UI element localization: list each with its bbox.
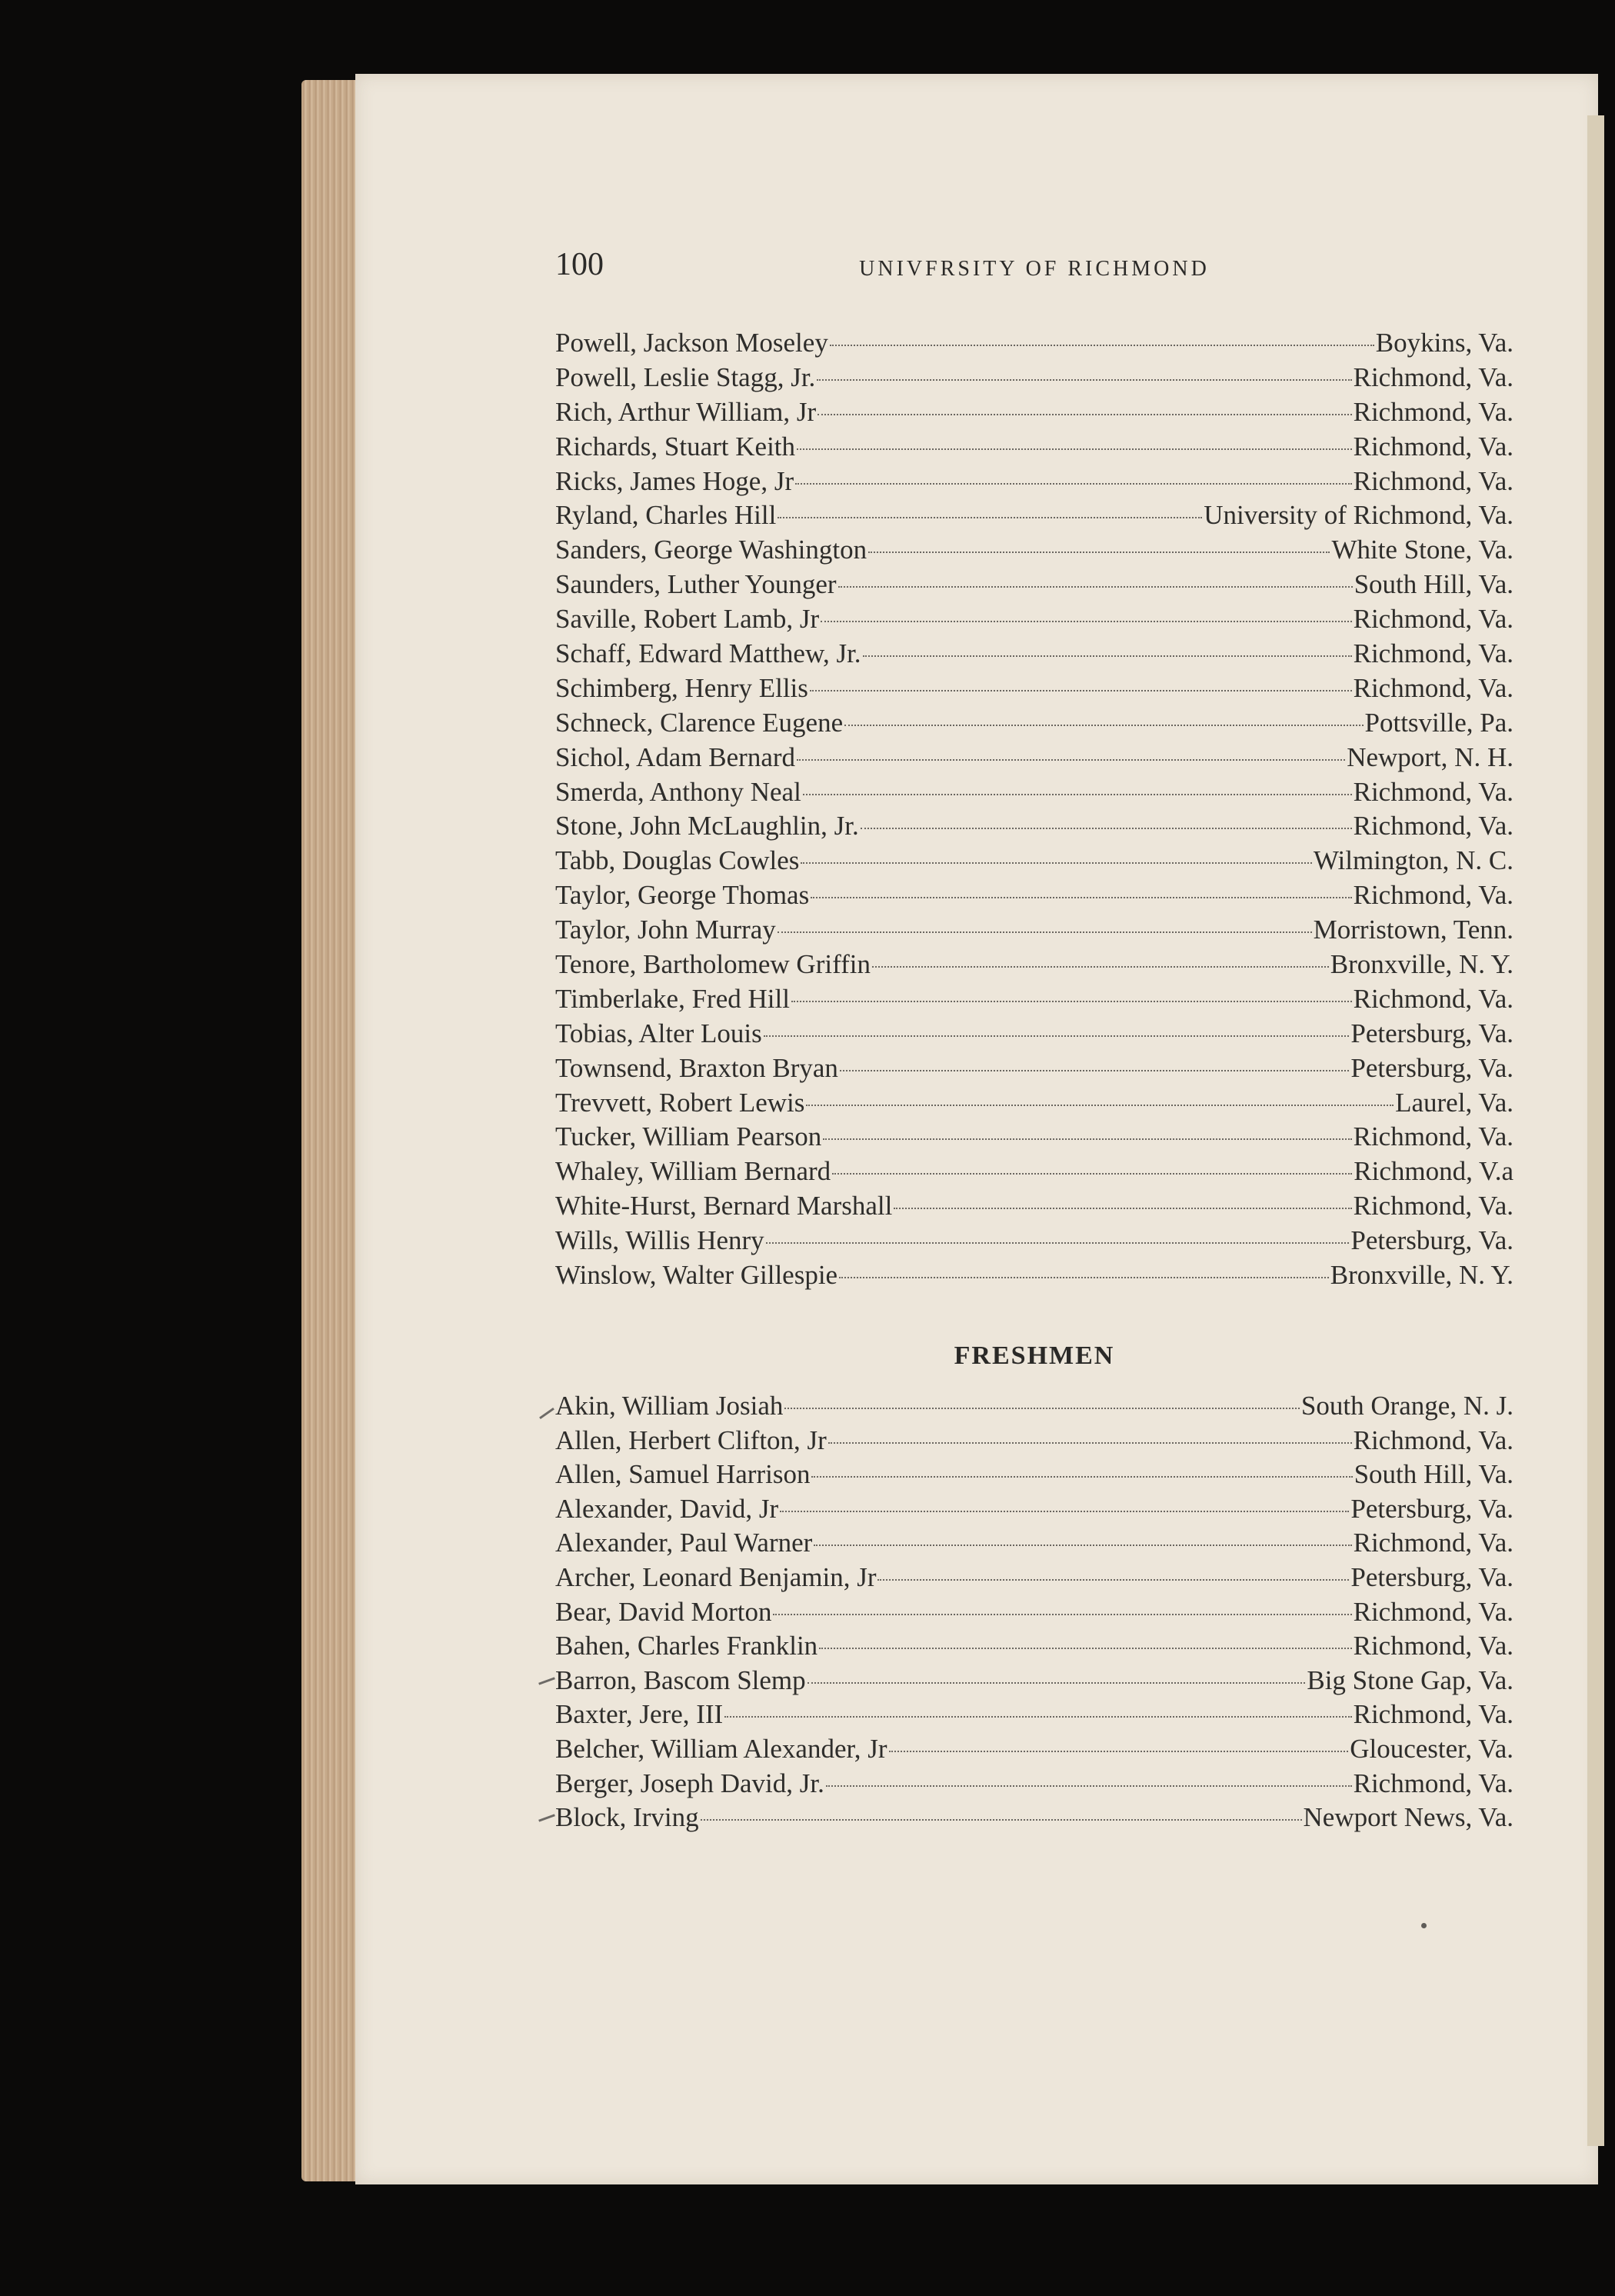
dot-leader — [797, 759, 1345, 761]
entry-hometown: Wilmington, N. C. — [1313, 845, 1513, 876]
entry-hometown: Petersburg, Va. — [1350, 1493, 1513, 1524]
list-item — [555, 1801, 1513, 1835]
entry-hometown: Richmond, Va. — [1353, 1528, 1513, 1558]
entry-name: Timberlake, Fred Hill — [555, 983, 790, 1014]
entry-hometown: Richmond, Va. — [1353, 776, 1513, 807]
list-item — [555, 775, 1513, 810]
entry-name: Ryland, Charles Hill — [555, 500, 777, 531]
list-item — [555, 1389, 1513, 1424]
entry-name: Block, Irving — [555, 1802, 699, 1833]
list-item — [555, 637, 1513, 671]
entry-hometown: Richmond, Va. — [1353, 811, 1513, 841]
entry-name: Rich, Arthur William, Jr — [555, 396, 817, 427]
entry-hometown: Petersburg, Va. — [1350, 1561, 1513, 1592]
page-edge — [301, 80, 361, 2181]
list-item — [555, 395, 1513, 430]
list-item — [555, 1732, 1513, 1767]
entry-name: Smerda, Anthony Neal — [555, 776, 801, 807]
list-item — [555, 1051, 1513, 1086]
list-item — [555, 1526, 1513, 1561]
entry-name: Taylor, George Thomas — [555, 880, 810, 911]
entry-name: Alexander, Paul Warner — [555, 1528, 813, 1558]
dot-leader — [810, 690, 1352, 691]
entry-hometown: Petersburg, Va. — [1350, 1225, 1513, 1256]
list-item — [555, 706, 1513, 741]
list-item — [555, 1767, 1513, 1801]
dot-leader — [811, 1476, 1352, 1478]
list-item — [555, 878, 1513, 913]
list-item — [555, 741, 1513, 775]
entry-hometown: Richmond, Va. — [1353, 604, 1513, 635]
entry-name: Townsend, Braxton Bryan — [555, 1052, 838, 1083]
entry-name: Bear, David Morton — [555, 1596, 772, 1627]
juniors-list — [555, 326, 1513, 1293]
entry-name: Saunders, Luther Younger — [555, 569, 837, 600]
list-item — [555, 430, 1513, 465]
entry-name: Allen, Herbert Clifton, Jr — [555, 1425, 827, 1455]
entry-hometown: Laurel, Va. — [1395, 1087, 1513, 1118]
entry-name: Whaley, William Bernard — [555, 1156, 831, 1187]
page-number: 100 — [555, 247, 604, 282]
freshmen-heading: FRESHMEN — [954, 1341, 1115, 1370]
list-item — [555, 1258, 1513, 1293]
dot-leader — [823, 1138, 1351, 1140]
dot-leader — [766, 1242, 1350, 1244]
entry-hometown: University of Richmond, Va. — [1204, 500, 1513, 531]
list-item — [555, 1155, 1513, 1189]
dot-leader — [839, 1277, 1329, 1278]
list-item — [555, 948, 1513, 982]
entry-name: Baxter, Jere, III — [555, 1699, 724, 1730]
list-item — [555, 671, 1513, 706]
entry-hometown: White Stone, Va. — [1331, 535, 1513, 565]
dot-leader — [814, 1545, 1351, 1546]
entry-name: Tenore, Bartholomew Griffin — [555, 949, 871, 980]
dot-leader — [795, 483, 1352, 485]
list-item — [555, 1492, 1513, 1527]
entry-name: Powell, Jackson Moseley — [555, 328, 828, 358]
entry-name: Tobias, Alter Louis — [555, 1018, 762, 1048]
dot-leader — [817, 379, 1351, 381]
facing-page-edge — [1587, 115, 1604, 2146]
entry-name: Trevvett, Robert Lewis — [555, 1087, 805, 1118]
entry-hometown: Richmond, Va. — [1353, 1596, 1513, 1627]
entry-name: Winslow, Walter Gillespie — [555, 1260, 838, 1291]
list-item — [555, 1595, 1513, 1630]
list-item — [555, 1424, 1513, 1458]
list-item — [555, 568, 1513, 602]
entry-hometown: Richmond, Va. — [1353, 362, 1513, 392]
list-item — [555, 1629, 1513, 1664]
dot-leader — [830, 345, 1374, 346]
ink-dot — [1421, 1923, 1427, 1928]
dot-leader — [724, 1716, 1351, 1718]
dot-leader — [764, 1035, 1350, 1037]
list-item — [555, 844, 1513, 878]
entry-hometown: South Orange, N. J. — [1300, 1391, 1513, 1421]
entry-hometown: Richmond, Va. — [1353, 1699, 1513, 1730]
list-item — [555, 1017, 1513, 1051]
entry-hometown: Richmond, Va. — [1353, 983, 1513, 1014]
dot-leader — [861, 828, 1352, 829]
entry-name: Tucker, William Pearson — [555, 1121, 822, 1152]
entry-name: Saville, Robert Lamb, Jr — [555, 604, 820, 635]
entry-hometown: Newport News, Va. — [1303, 1802, 1513, 1833]
entry-hometown: Richmond, Va. — [1353, 1631, 1513, 1661]
entry-hometown: Petersburg, Va. — [1350, 1052, 1513, 1083]
entry-name: Schneck, Clarence Eugene — [555, 707, 844, 738]
entry-hometown: Richmond, Va. — [1353, 672, 1513, 703]
entry-hometown: Richmond, Va. — [1353, 880, 1513, 911]
dot-leader — [806, 1105, 1394, 1106]
entry-hometown: Gloucester, Va. — [1350, 1733, 1513, 1764]
dot-leader — [819, 1648, 1351, 1649]
list-item — [555, 1120, 1513, 1155]
dot-leader — [778, 517, 1202, 518]
dot-leader — [808, 1682, 1306, 1684]
entry-name: Barron, Bascom Slemp — [555, 1665, 806, 1695]
dot-leader — [773, 1614, 1351, 1615]
entry-name: Alexander, David, Jr — [555, 1493, 779, 1524]
entry-hometown: Richmond, Va. — [1353, 1425, 1513, 1455]
list-item — [555, 602, 1513, 637]
list-item — [555, 1458, 1513, 1492]
entry-hometown: Richmond, Va. — [1353, 1121, 1513, 1152]
entry-name: Sichol, Adam Bernard — [555, 741, 796, 772]
list-item — [555, 498, 1513, 533]
entry-hometown: Pottsville, Pa. — [1364, 707, 1513, 738]
entry-hometown: Newport, N. H. — [1347, 741, 1513, 772]
entry-name: Wills, Willis Henry — [555, 1225, 764, 1256]
dot-leader — [778, 931, 1312, 933]
entry-name: Tabb, Douglas Cowles — [555, 845, 800, 876]
freshmen-list — [555, 1389, 1513, 1835]
entry-hometown: South Hill, Va. — [1354, 569, 1513, 600]
entry-hometown: Richmond, Va. — [1353, 1768, 1513, 1798]
entry-hometown: Richmond, Va. — [1353, 431, 1513, 462]
dot-leader — [701, 1819, 1302, 1821]
entry-name: Powell, Leslie Stagg, Jr. — [555, 362, 816, 392]
entry-name: Akin, William Josiah — [555, 1391, 784, 1421]
dot-leader — [872, 966, 1329, 968]
entry-name: Schaff, Edward Matthew, Jr. — [555, 638, 861, 669]
dot-leader — [784, 1408, 1300, 1409]
entry-hometown: Petersburg, Va. — [1350, 1018, 1513, 1048]
dot-leader — [840, 1070, 1349, 1071]
running-head: UNIVFRSITY OF RICHMOND — [859, 257, 1210, 281]
list-item — [555, 1664, 1513, 1698]
dot-leader — [826, 1785, 1352, 1787]
list-item — [555, 465, 1513, 499]
entry-hometown: Bronxville, N. Y. — [1330, 1260, 1513, 1291]
list-item — [555, 1224, 1513, 1258]
dot-leader — [863, 655, 1352, 657]
dot-leader — [832, 1173, 1352, 1175]
list-item — [555, 1698, 1513, 1732]
entry-name: Richards, Stuart Keith — [555, 431, 796, 462]
entry-hometown: Big Stone Gap, Va. — [1307, 1665, 1513, 1695]
dot-leader — [811, 897, 1351, 898]
entry-hometown: Richmond, Va. — [1353, 465, 1513, 496]
dot-leader — [780, 1511, 1349, 1512]
dot-leader — [803, 794, 1352, 795]
entry-name: Berger, Joseph David, Jr. — [555, 1768, 824, 1798]
dot-leader — [821, 621, 1351, 622]
entry-hometown: Richmond, V.a — [1354, 1156, 1513, 1187]
list-item — [555, 361, 1513, 395]
dot-leader — [828, 1442, 1352, 1444]
dot-leader — [797, 448, 1352, 450]
dot-leader — [889, 1751, 1349, 1752]
entry-hometown: Richmond, Va. — [1353, 1191, 1513, 1221]
dot-leader — [838, 586, 1353, 588]
page-header — [555, 246, 1513, 292]
list-item — [555, 1561, 1513, 1595]
list-item — [555, 1086, 1513, 1121]
entry-name: Allen, Samuel Harrison — [555, 1459, 811, 1490]
dot-leader — [817, 414, 1351, 415]
dot-leader — [844, 725, 1363, 726]
dot-leader — [868, 552, 1330, 553]
entry-name: Stone, John McLaughlin, Jr. — [555, 811, 859, 841]
entry-hometown: Richmond, Va. — [1353, 396, 1513, 427]
entry-name: Schimberg, Henry Ellis — [555, 672, 808, 703]
entry-hometown: Morristown, Tenn. — [1313, 915, 1513, 945]
entry-hometown: Boykins, Va. — [1375, 328, 1513, 358]
list-item — [555, 1189, 1513, 1224]
dot-leader — [894, 1208, 1351, 1209]
entry-name: Belcher, William Alexander, Jr — [555, 1733, 887, 1764]
entry-hometown: South Hill, Va. — [1354, 1459, 1513, 1490]
entry-hometown: Bronxville, N. Y. — [1330, 949, 1513, 980]
entry-name: Ricks, James Hoge, Jr — [555, 465, 794, 496]
list-item — [555, 326, 1513, 361]
dot-leader — [801, 862, 1311, 864]
dot-leader — [791, 1001, 1352, 1002]
entry-name: Bahen, Charles Franklin — [555, 1631, 818, 1661]
entry-hometown: Richmond, Va. — [1353, 638, 1513, 669]
entry-name: Archer, Leonard Benjamin, Jr — [555, 1561, 877, 1592]
list-item — [555, 809, 1513, 844]
entry-name: White-Hurst, Bernard Marshall — [555, 1191, 893, 1221]
list-item — [555, 913, 1513, 948]
list-item — [555, 533, 1513, 568]
list-item — [555, 982, 1513, 1017]
entry-name: Sanders, George Washington — [555, 535, 867, 565]
entry-name: Taylor, John Murray — [555, 915, 776, 945]
dot-leader — [877, 1579, 1349, 1581]
